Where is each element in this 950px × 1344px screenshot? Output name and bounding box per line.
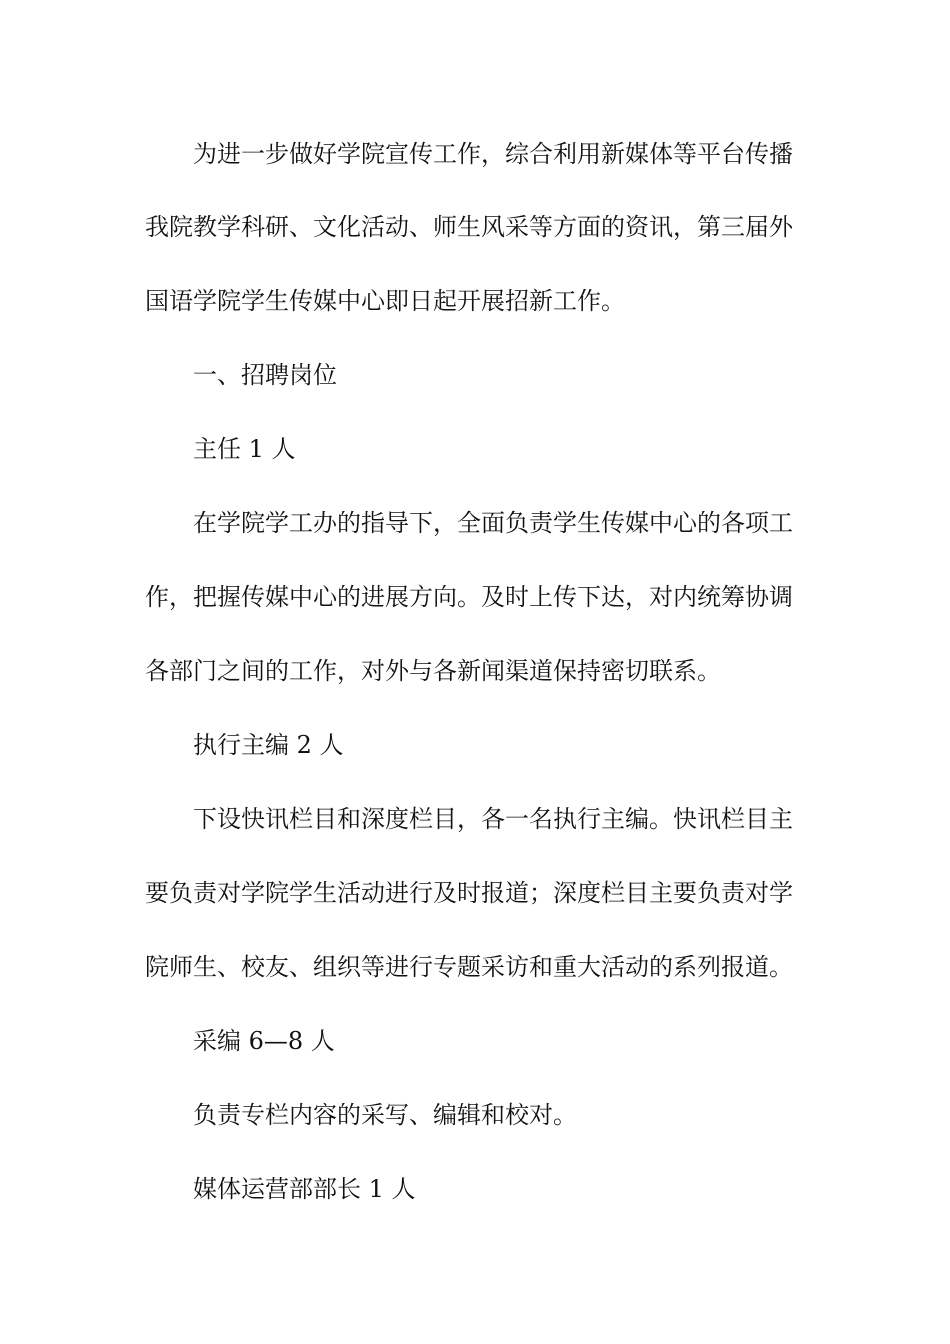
section-heading-positions: 一、招聘岗位 [193, 361, 337, 389]
editor-description-line-2: 要负责对学院学生活动进行及时报道；深度栏目主要负责对学 [145, 879, 793, 907]
intro-paragraph-line-1: 为进一步做好学院宣传工作，综合利用新媒体等平台传播 [193, 140, 793, 168]
position-title-operations-head: 媒体运营部部长 1 人 [193, 1175, 416, 1203]
editor-description-line-3: 院师生、校友、组织等进行专题采访和重大活动的系列报道。 [145, 953, 793, 981]
intro-paragraph-line-2: 我院教学科研、文化活动、师生风采等方面的资讯，第三届外 [145, 213, 793, 241]
editor-description-line-1: 下设快讯栏目和深度栏目，各一名执行主编。快讯栏目主 [193, 805, 793, 833]
reporter-description: 负责专栏内容的采写、编辑和校对。 [193, 1101, 577, 1129]
director-description-line-2: 作，把握传媒中心的进展方向。及时上传下达，对内统筹协调 [145, 583, 793, 611]
intro-paragraph-line-3: 国语学院学生传媒中心即日起开展招新工作。 [145, 287, 625, 315]
position-title-reporter: 采编 6—8 人 [193, 1027, 335, 1055]
director-description-line-1: 在学院学工办的指导下，全面负责学生传媒中心的各项工 [193, 509, 793, 537]
director-description-line-3: 各部门之间的工作，对外与各新闻渠道保持密切联系。 [145, 657, 721, 685]
position-title-director: 主任 1 人 [193, 435, 296, 463]
position-title-executive-editor: 执行主编 2 人 [193, 731, 344, 759]
